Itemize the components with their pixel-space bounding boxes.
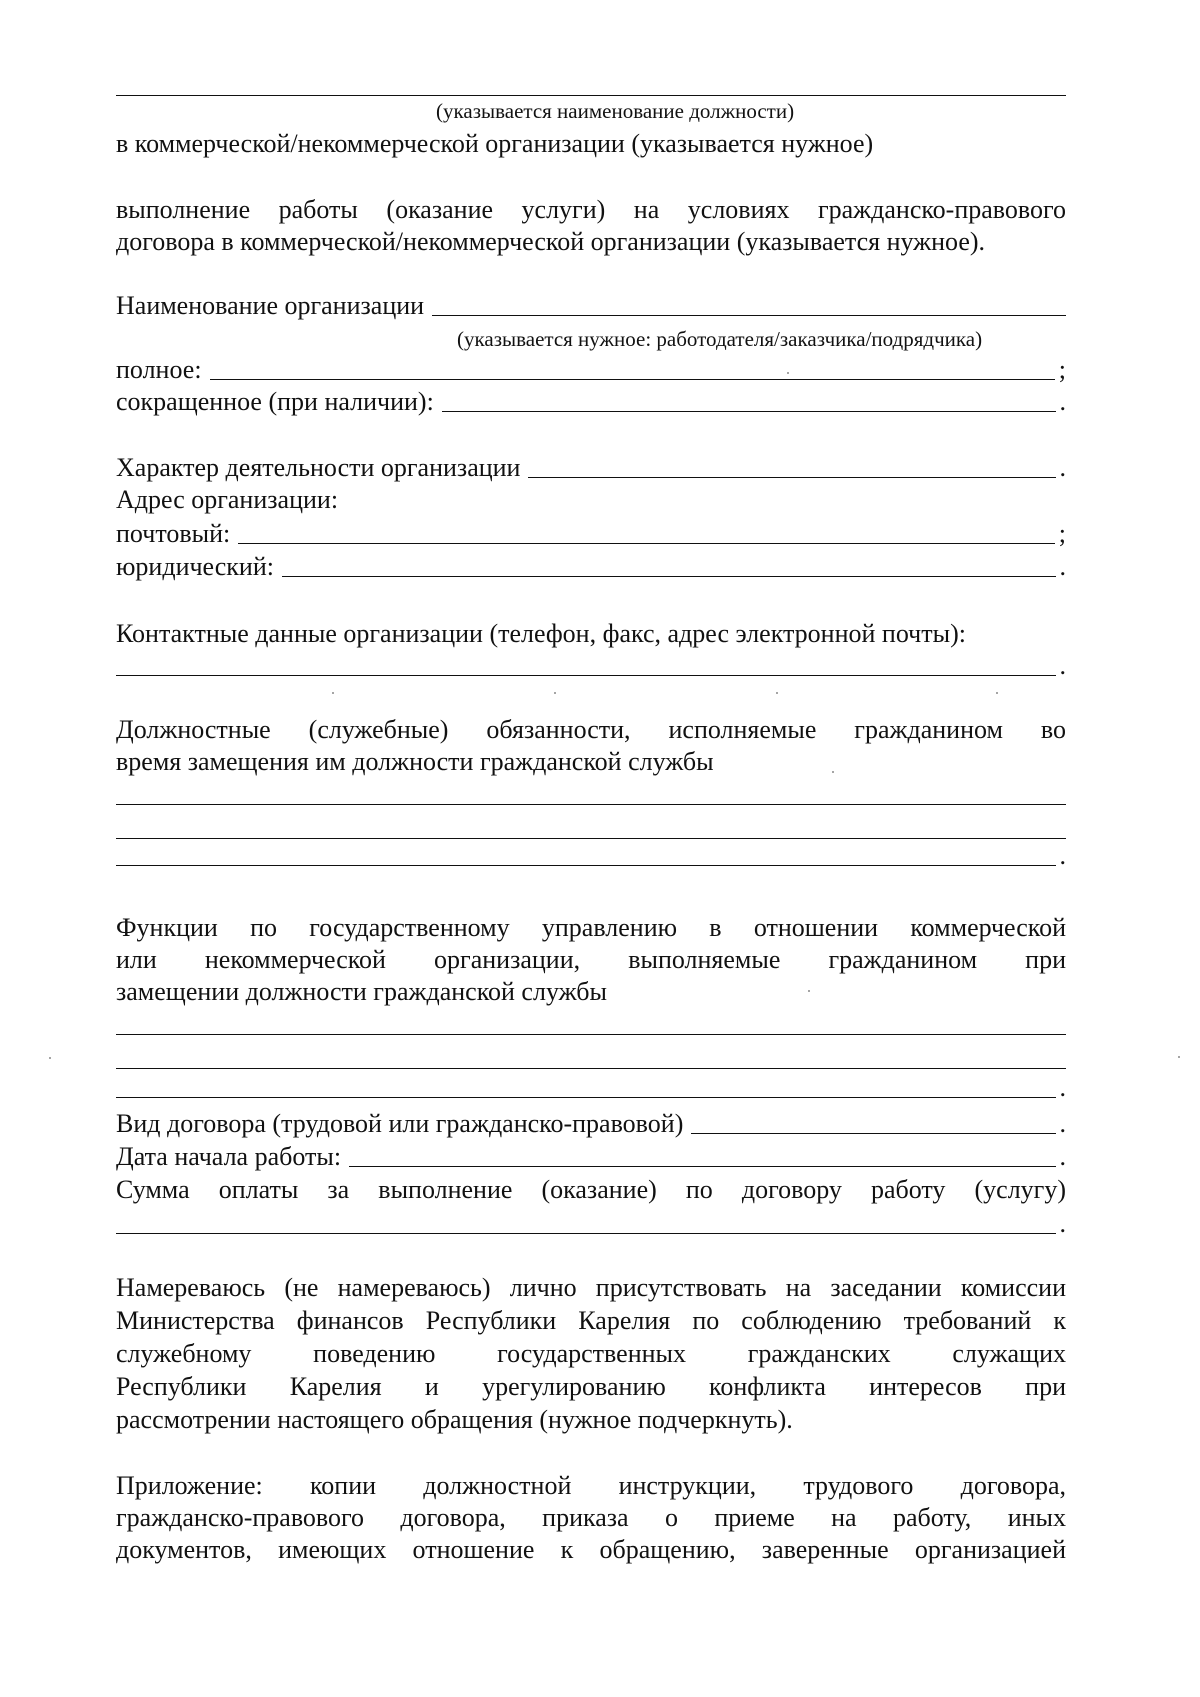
contract-type-input-line[interactable]	[691, 1132, 1055, 1134]
start-date-label: Дата начала работы:	[116, 1142, 342, 1171]
duties-end: .	[1059, 841, 1066, 870]
intent-line-1: Намереваюсь (не намереваюсь) лично присутствовать на заседании комиссии	[116, 1273, 1066, 1302]
attachment-line-1: Приложение: копии должностной инструкции, трудового договора,	[116, 1471, 1066, 1500]
org-type-line: в коммерческой/некоммерческой организации (указывается нужное)	[116, 129, 874, 158]
attachment-line-3: документов, имеющих отношение к обращению, заверенные организацией	[116, 1535, 1066, 1564]
contract-type-field	[116, 1108, 1066, 1140]
postal-address-input-line[interactable]	[238, 542, 1055, 544]
legal-address-input-line[interactable]	[282, 575, 1056, 577]
org-activity-input-line[interactable]	[528, 476, 1055, 478]
org-name-caption: (указывается нужное: работодателя/заказчика/подрядчика)	[457, 327, 983, 351]
legal-address-end: .	[1059, 552, 1066, 581]
org-name-label: Наименование организации	[116, 291, 425, 320]
scan-speck	[808, 990, 810, 992]
start-date-end: .	[1059, 1142, 1066, 1171]
contacts-label: Контактные данные организации (телефон, факс, адрес электронной почты):	[116, 619, 966, 648]
payment-sum-input-line[interactable]	[116, 1232, 1056, 1234]
org-short-name-label: сокращенное (при наличии):	[116, 387, 434, 416]
scan-speck	[1178, 1056, 1180, 1058]
start-date-field	[116, 1141, 1066, 1173]
intent-line-4: Республики Карелия и урегулированию конфликта интересов при	[116, 1372, 1066, 1401]
org-short-name-field	[116, 386, 1066, 418]
functions-input-line-2[interactable]	[116, 1068, 1066, 1069]
contract-type-label: Вид договора (трудовой или гражданско-правовой)	[116, 1109, 684, 1138]
org-name-field	[116, 290, 1066, 322]
functions-input-line-3[interactable]	[116, 1096, 1056, 1098]
scan-speck	[996, 692, 998, 694]
org-short-name-end: .	[1059, 387, 1066, 416]
intent-line-5: рассмотрении настоящего обращения (нужное подчеркнуть).	[116, 1405, 793, 1434]
functions-end: .	[1059, 1073, 1066, 1102]
postal-address-label: почтовый:	[116, 519, 231, 548]
payment-sum-field	[116, 1208, 1066, 1240]
duties-input-line-1[interactable]	[116, 804, 1066, 805]
duties-line-2: время замещения им должности гражданской службы	[116, 747, 714, 776]
org-short-name-input-line[interactable]	[442, 410, 1056, 412]
position-caption: (указывается наименование должности)	[436, 99, 795, 123]
duties-input-line-3[interactable]	[116, 864, 1056, 866]
functions-field-3	[116, 1072, 1066, 1104]
contacts-end: .	[1059, 651, 1066, 680]
scan-speck	[554, 692, 556, 694]
payment-sum-line: Сумма оплаты за выполнение (оказание) по договору работу (услугу)	[116, 1175, 1066, 1204]
postal-address-end: ;	[1058, 519, 1066, 548]
scan-speck	[332, 692, 334, 694]
postal-address-field	[116, 518, 1066, 550]
org-address-heading: Адрес организации:	[116, 485, 339, 514]
contacts-field	[116, 650, 1066, 682]
contacts-input-line[interactable]	[116, 674, 1056, 676]
org-full-name-input-line[interactable]	[210, 378, 1055, 380]
org-activity-end: .	[1059, 453, 1066, 482]
functions-line-3: замещении должности гражданской службы	[116, 977, 607, 1006]
scan-speck	[776, 692, 778, 694]
scan-speck	[49, 1057, 51, 1059]
duties-line-1: Должностные (служебные) обязанности, исполняемые гражданином во	[116, 715, 1066, 744]
position-name-line[interactable]	[116, 95, 1066, 96]
duties-input-line-2[interactable]	[116, 838, 1066, 839]
functions-input-line-1[interactable]	[116, 1034, 1066, 1035]
contract-type-end: .	[1059, 1109, 1066, 1138]
org-activity-field	[116, 452, 1066, 484]
attachment-line-2: гражданско-правового договора, приказа о приеме на работу, иных	[116, 1503, 1066, 1532]
duties-field-3	[116, 840, 1066, 872]
payment-sum-end: .	[1059, 1209, 1066, 1238]
scan-speck	[787, 372, 789, 374]
intent-line-3: служебному поведению государственных гражданских служащих	[116, 1339, 1066, 1368]
scan-speck	[832, 771, 834, 773]
functions-line-2: или некоммерческой организации, выполняемые гражданином при	[116, 945, 1066, 974]
start-date-input-line[interactable]	[349, 1165, 1055, 1167]
org-full-name-field	[116, 354, 1066, 386]
work-paragraph-line-1: выполнение работы (оказание услуги) на условиях гражданско-правового	[116, 195, 1066, 224]
functions-line-1: Функции по государственному управлению в отношении коммерческой	[116, 913, 1066, 942]
legal-address-label: юридический:	[116, 552, 274, 581]
org-activity-label: Характер деятельности организации	[116, 453, 521, 482]
org-name-input-line[interactable]	[432, 314, 1066, 316]
legal-address-field	[116, 551, 1066, 583]
work-paragraph-line-2: договора в коммерческой/некоммерческой организации (указывается нужное).	[116, 227, 986, 256]
org-full-name-end: ;	[1058, 355, 1066, 384]
intent-line-2: Министерства финансов Республики Карелия по соблюдению требований к	[116, 1306, 1066, 1335]
org-full-name-label: полное:	[116, 355, 202, 384]
